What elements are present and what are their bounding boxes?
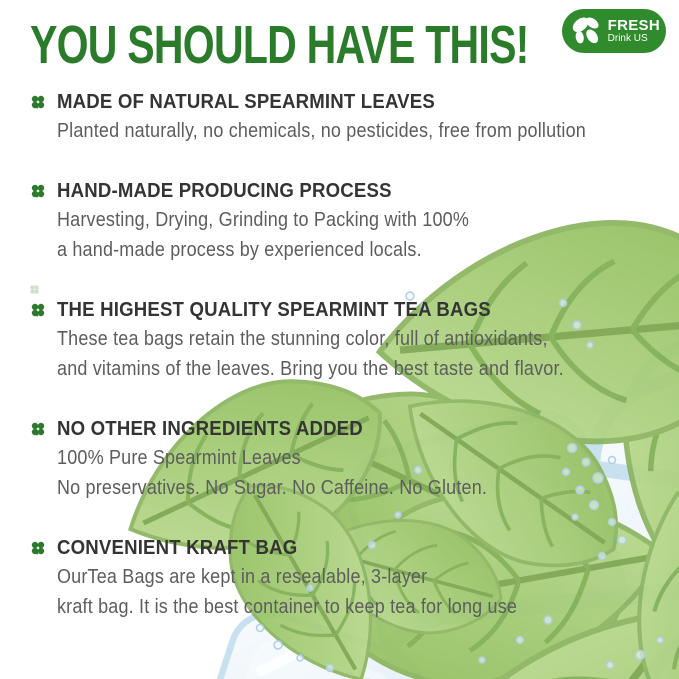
feature-text <box>57 536 679 623</box>
feature-heading: MADE OF NATURAL SPEARMINT LEAVES <box>57 91 435 113</box>
page-title: YOU SHOULD HAVE THIS! <box>30 15 529 75</box>
brand-subname: Drink US <box>607 32 648 44</box>
feature-item-no-other-ingredients <box>30 417 679 504</box>
feature-heading: THE HIGHEST QUALITY SPEARMINT TEA BAGS <box>57 299 491 321</box>
bubble-dot <box>636 651 645 660</box>
clover-bullet-icon <box>30 94 46 110</box>
feature-text <box>57 90 679 147</box>
feature-text <box>57 298 679 385</box>
feature-body-line: a hand-made process by experienced locals. <box>57 239 422 261</box>
bubble-dot <box>517 637 524 644</box>
feature-item-hand-made <box>30 179 679 266</box>
feature-text <box>57 179 679 266</box>
brand-name: FRESH <box>607 16 660 34</box>
bubble-dot <box>479 657 485 663</box>
brand-logo <box>562 9 666 53</box>
clover-bullet-icon <box>30 302 46 318</box>
brand-logo-text <box>608 18 660 44</box>
bubble-dot <box>607 662 614 669</box>
feature-body-line: OurTea Bags are kept in a resealable, 3-layer <box>57 566 428 588</box>
bubble-dot <box>297 655 303 661</box>
clover-bullet-icon <box>30 421 46 437</box>
feature-list <box>30 88 679 623</box>
bubble-dot <box>327 665 334 672</box>
bubble-dot <box>257 625 264 632</box>
clover-bullet-icon <box>30 183 46 199</box>
feature-heading: CONVENIENT KRAFT BAG <box>57 537 298 559</box>
feature-body-line: 100% Pure Spearmint Leaves <box>57 447 301 469</box>
bubble-dot <box>274 641 282 649</box>
feature-body-line: kraft bag. It is the best container to keep tea for long use <box>57 596 518 618</box>
feature-body-line: Planted naturally, no chemicals, no pesticides, free from pollution <box>57 120 587 142</box>
bubble-dot <box>657 637 663 643</box>
leaf-cluster-icon <box>569 12 605 50</box>
feature-item-quality-tea-bags <box>30 298 679 385</box>
feature-item-kraft-bag <box>30 536 679 623</box>
feature-body-line: No preservatives. No Sugar. No Caffeine. No Gluten. <box>57 477 488 499</box>
feature-item-natural-leaves <box>30 90 679 147</box>
feature-text <box>57 417 679 504</box>
feature-heading: NO OTHER INGREDIENTS ADDED <box>57 418 363 440</box>
feature-heading: HAND-MADE PRODUCING PROCESS <box>57 180 392 202</box>
clover-bullet-icon <box>30 540 46 556</box>
feature-body-line: These tea bags retain the stunning color, full of antioxidants, <box>57 328 548 350</box>
feature-body-line: and vitamins of the leaves. Bring you the best taste and flavor. <box>57 358 564 380</box>
feature-body-line: Harvesting, Drying, Grinding to Packing with 100% <box>57 209 470 231</box>
